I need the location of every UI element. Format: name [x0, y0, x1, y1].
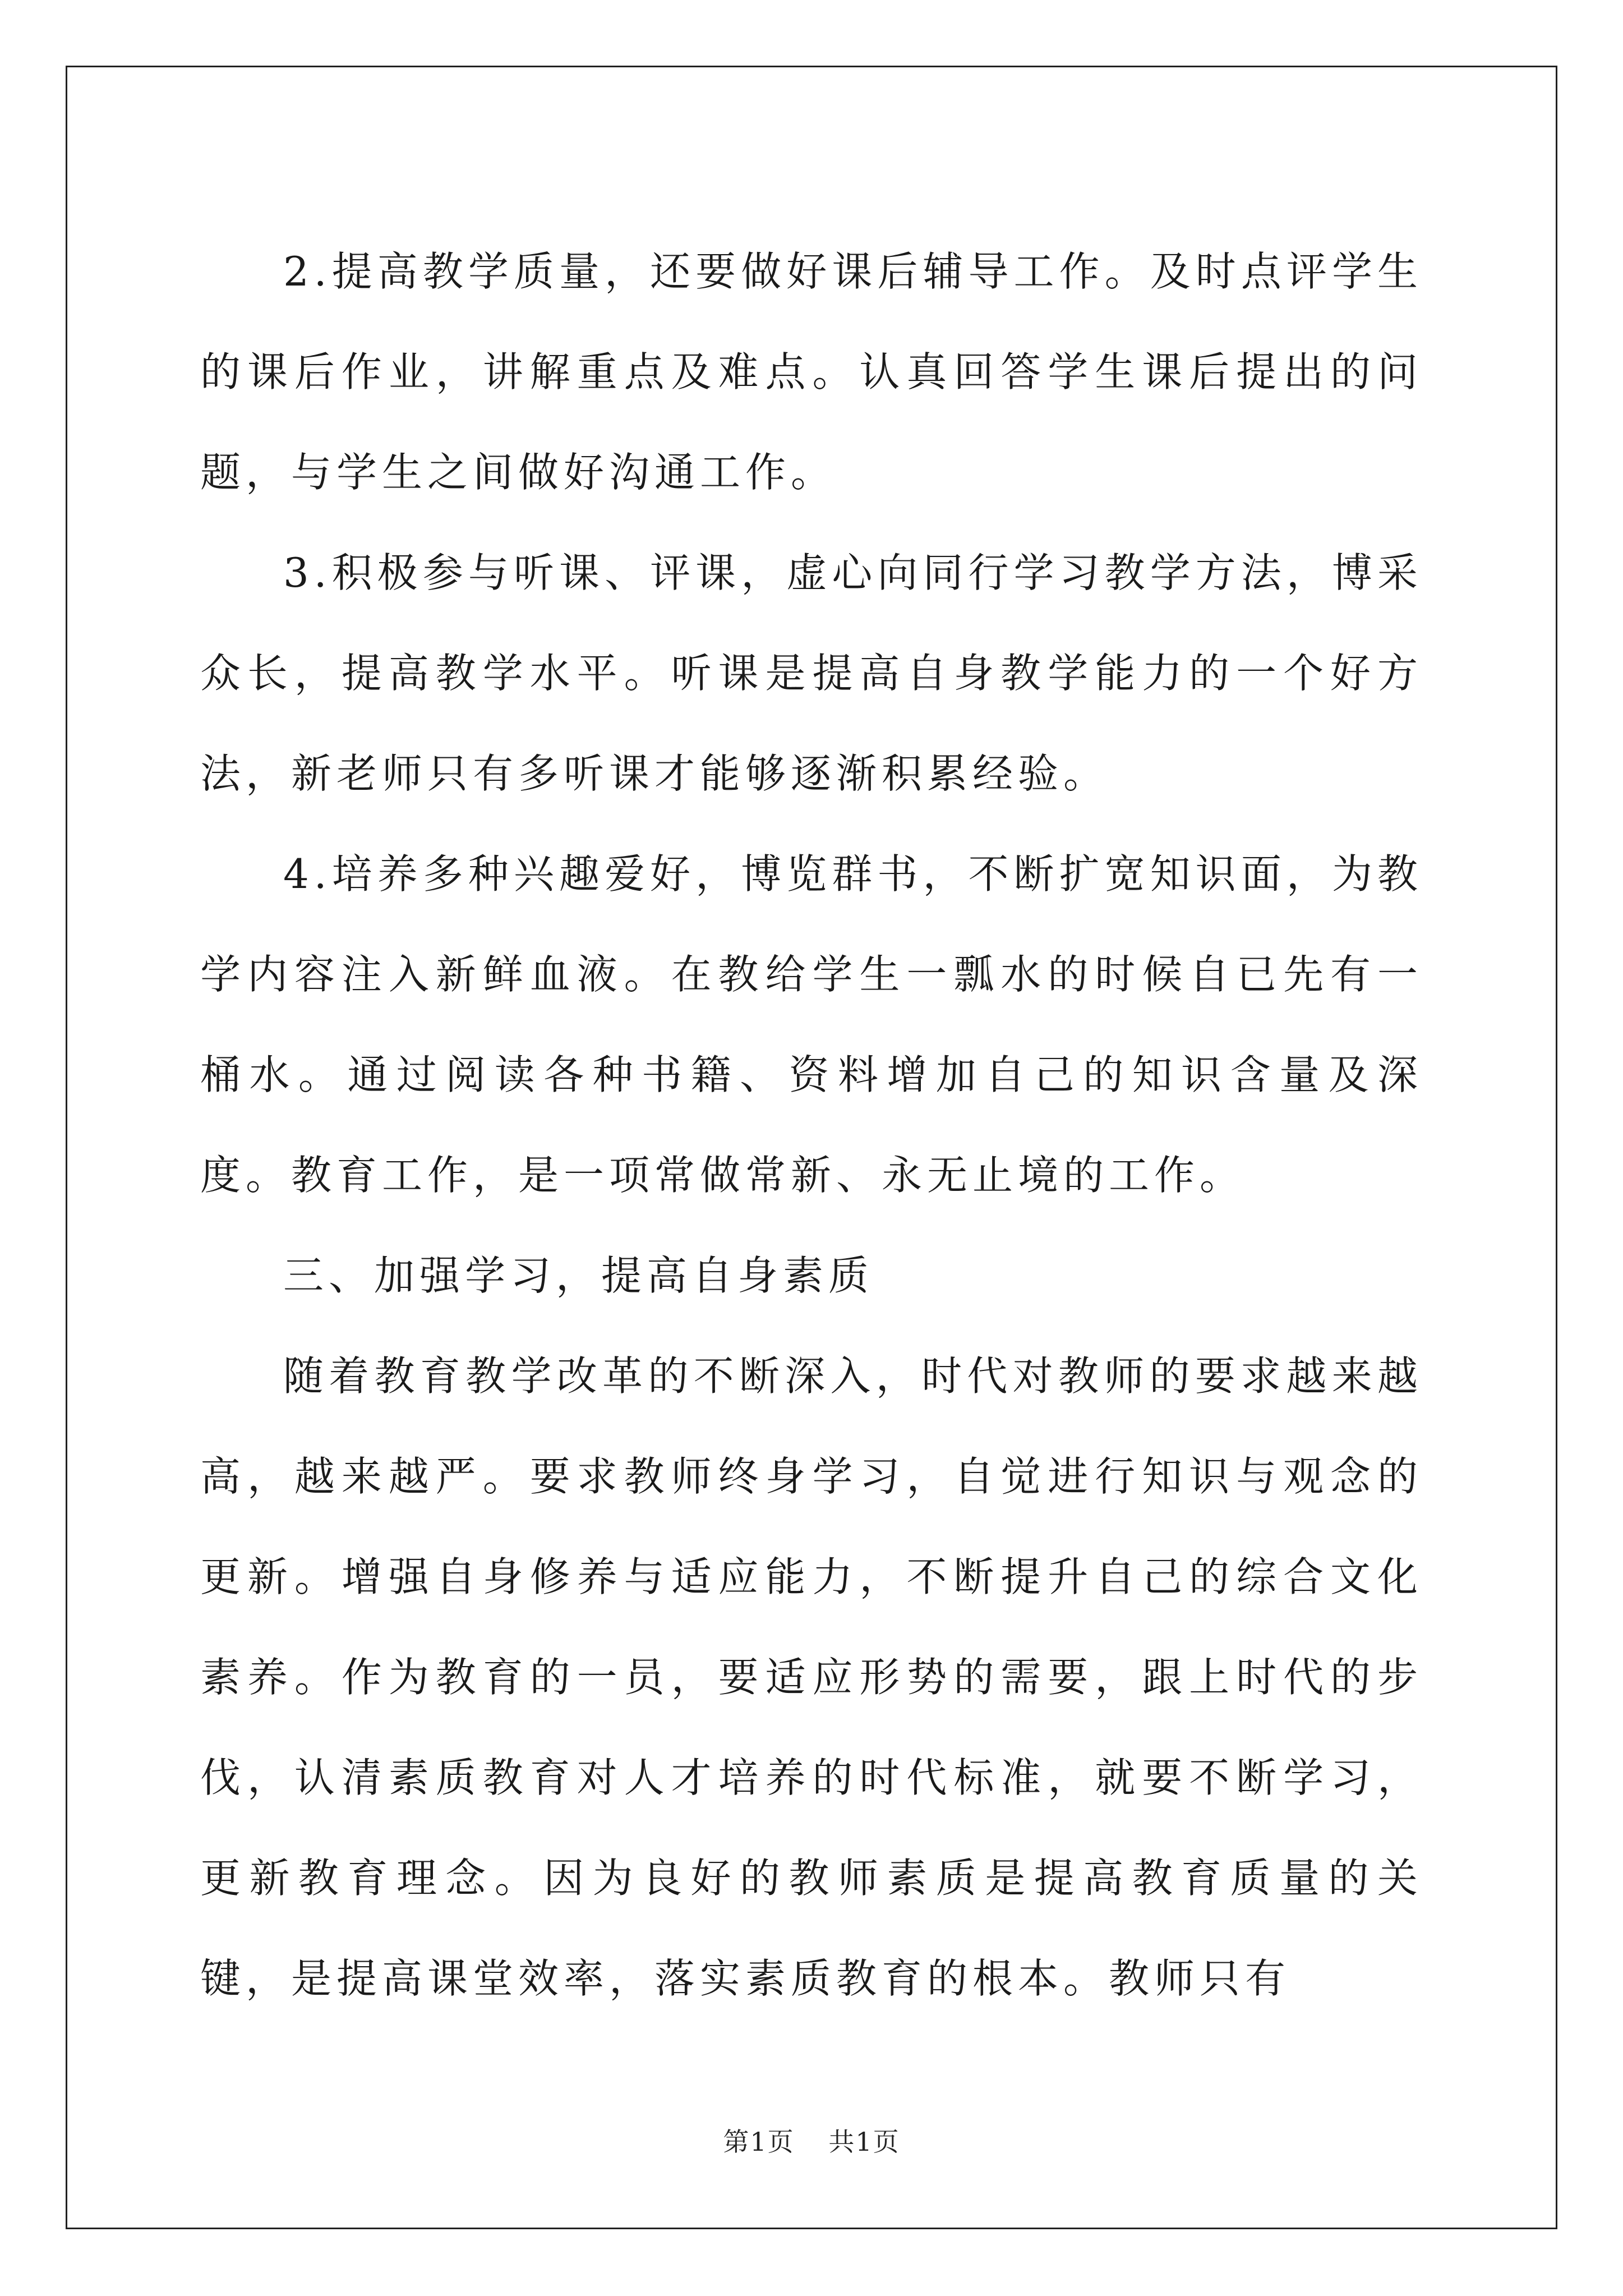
paragraph-4: 4.培养多种兴趣爱好，博览群书，不断扩宽知识面，为教学内容注入新鲜血液。在教给学生一瓢水的时候自已先有一桶水。通过阅读各种书籍、资料增加自己的知识含量及深度。教育工作，是一项常做常新、永无止境的工作。 — [200, 850, 1423, 1199]
paragraph-2: 2.提高教学质量，还要做好课后辅导工作。及时点评学生的课后作业，讲解重点及难点。认真回答学生课后提出的问题，与学生之间做好沟通工作。 — [200, 248, 1423, 496]
paragraph-3: 3.积极参与听课、评课，虚心向同行学习教学方法，博采众长，提高教学水平。听课是提高自身教学能力的一个好方法，新老师只有多听课才能够逐渐积累经验。 — [200, 549, 1423, 797]
page-footer — [0, 2122, 1623, 2159]
page-number: 第1页 — [723, 2127, 795, 2157]
page-total: 共1页 — [828, 2127, 900, 2157]
document-body — [200, 222, 1423, 2029]
section-heading: 三、加强学习，提高自身素质 — [283, 1252, 874, 1299]
paragraph-section-body: 随着教育教学改革的不断深入，时代对教师的要求越来越高，越来越严。要求教师终身学习，自觉进行知识与观念的更新。增强自身修养与适应能力，不断提升自己的综合文化素养。作为教育的一员，要适应形势的需要，跟上时代的步伐，认清素质教育对人才培养的时代标准，就要不断学习，更新教育理念。因为良好的教师素质是提高教育质量的关键，是提高课堂效率，落实素质教育的根本。教师只有 — [200, 1352, 1423, 2002]
